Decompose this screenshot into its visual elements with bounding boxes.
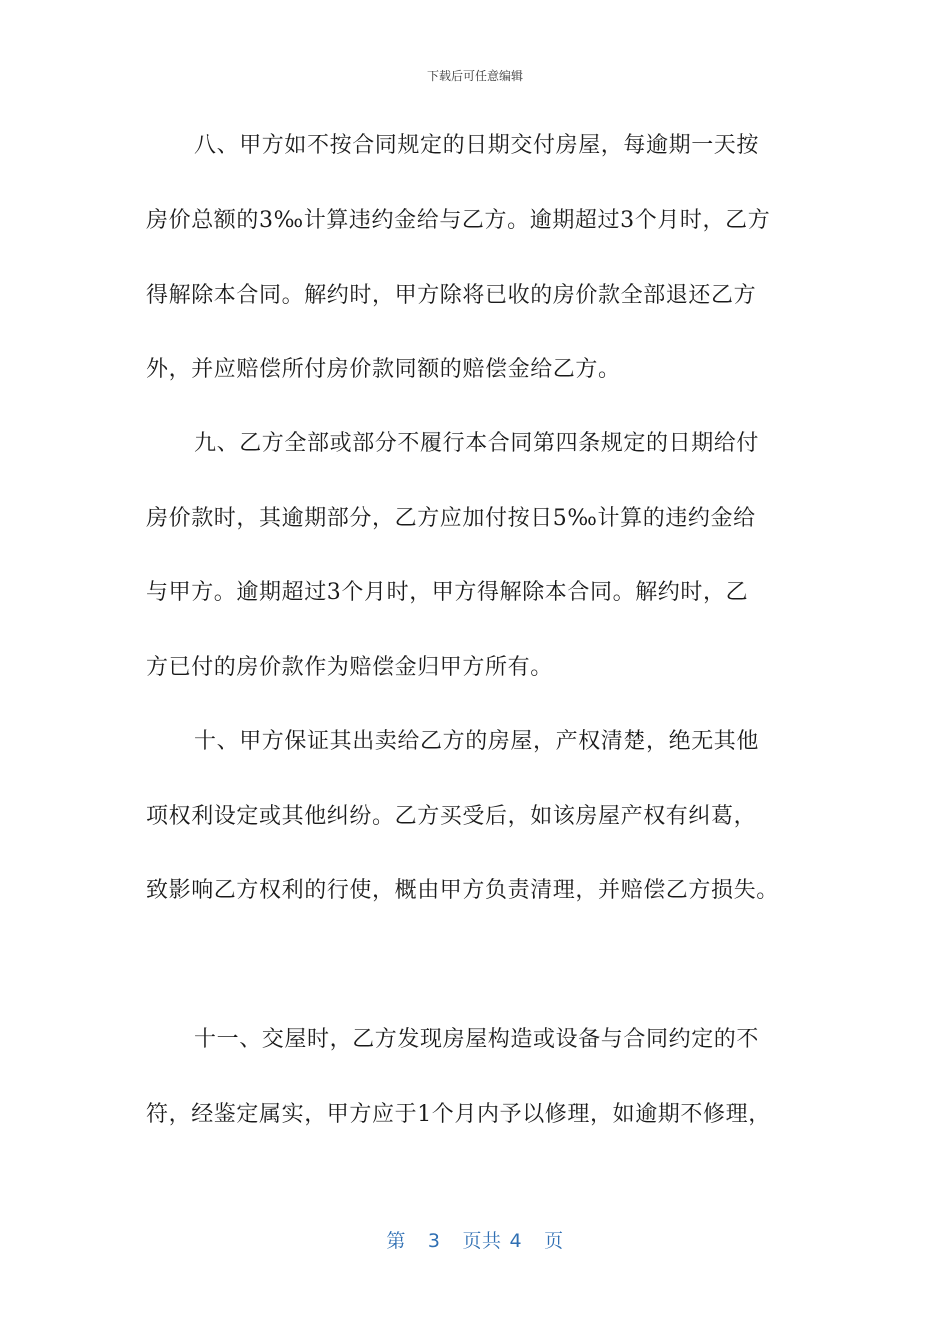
- paragraph-line: 房价总额的3‰计算违约金给与乙方。逾期超过3个月时，乙方: [146, 208, 771, 233]
- paragraph-line: 与甲方。逾期超过3个月时，甲方得解除本合同。解约时，乙: [146, 580, 749, 605]
- paragraph-line: 外，并应赔偿所付房价款同额的赔偿金给乙方。: [146, 357, 621, 382]
- paragraph-line: 九、乙方全部或部分不履行本合同第四条规定的日期给付: [194, 431, 760, 456]
- paragraph-line: 符，经鉴定属实，甲方应于1个月内予以修理，如逾期不修理，: [146, 1102, 771, 1127]
- total-pages-number: 4: [509, 1230, 523, 1252]
- footer-middle: 页共: [462, 1230, 502, 1252]
- paragraph-line: 得解除本合同。解约时，甲方除将已收的房价款全部退还乙方: [146, 283, 757, 308]
- paragraph-line: 房价款时，其逾期部分，乙方应加付按日5‰计算的违约金给: [146, 506, 756, 531]
- paragraph-line: 八、甲方如不按合同规定的日期交付房屋，每逾期一天按: [194, 133, 760, 158]
- footer-suffix: 页: [544, 1230, 564, 1252]
- page-number-footer: [0, 1226, 950, 1253]
- paragraph-line: 十、甲方保证其出卖给乙方的房屋，产权清楚，绝无其他: [194, 729, 760, 754]
- header-note: 下载后可任意编辑: [426, 69, 523, 83]
- paragraph-line: 方已付的房价款作为赔偿金归甲方所有。: [146, 655, 553, 680]
- paragraph-line: 十一、交屋时，乙方发现房屋构造或设备与合同约定的不: [194, 1027, 760, 1052]
- current-page-number: 3: [427, 1230, 441, 1252]
- footer-prefix: 第: [386, 1230, 406, 1252]
- paragraph-line: 致影响乙方权利的行使，概由甲方负责清理，并赔偿乙方损失。: [146, 878, 779, 903]
- paragraph-line: 项权利设定或其他纠纷。乙方买受后，如该房屋产权有纠葛，: [146, 804, 757, 829]
